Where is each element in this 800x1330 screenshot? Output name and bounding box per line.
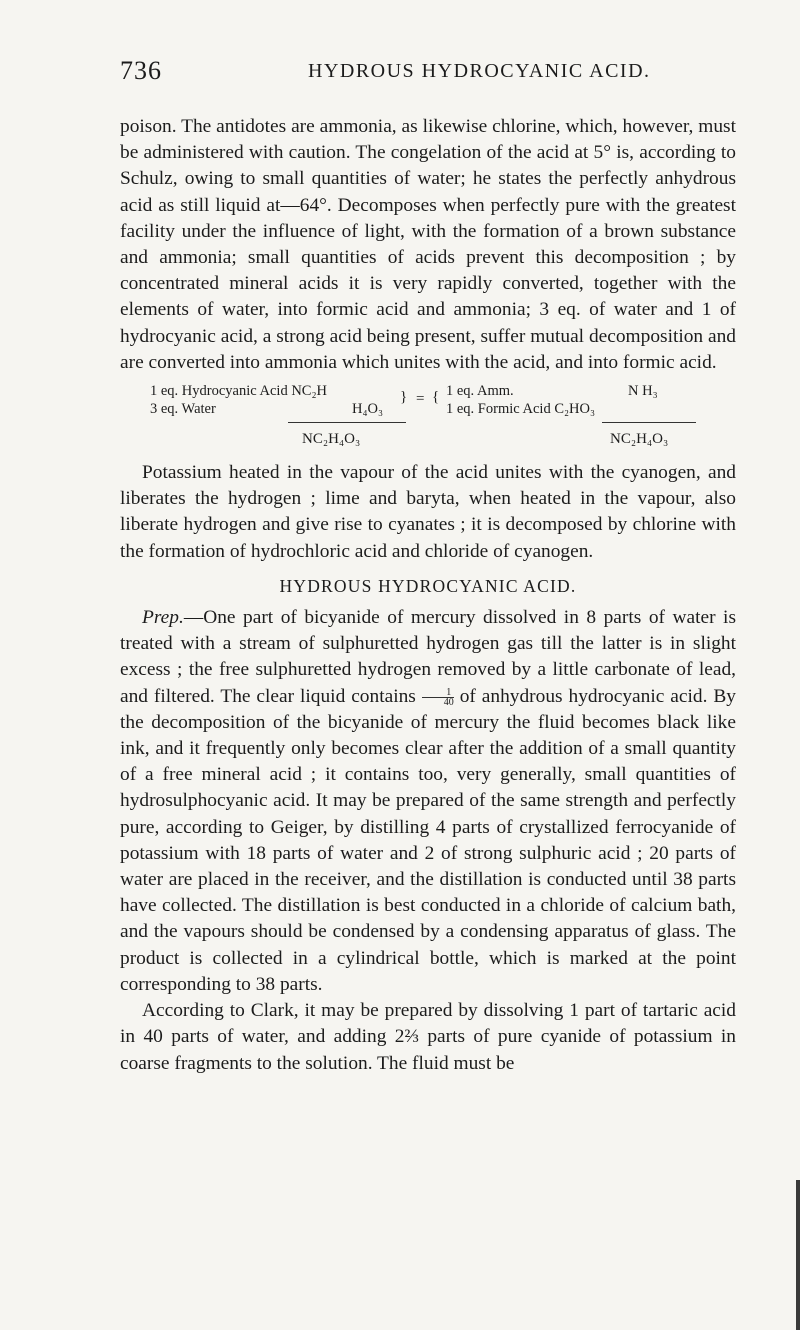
paragraph-clark: According to Clark, it may be prepared by dissolving 1 part of tartaric acid in 40 parts of water, and adding 2⅔ parts of pure cyanide of potassium in coarse fragments to the solution. The fluid must be (120, 1000, 736, 1074)
equation-left-sum: NC₂H₄O₃ (302, 431, 361, 448)
equation-equals: = (416, 391, 425, 408)
equation-left-brace: } (400, 389, 408, 406)
body-text (120, 114, 736, 1077)
page-number: 736 (120, 56, 162, 85)
paragraph-antidotes: poison. The antidotes are ammonia, as likewise chlorine, which, however, must be administered with caution. The congelation of the acid at 5° is, according to Schulz, owing to small quantities of water; he states the perfectly anhydrous acid as still liquid at—64°. Decomposes when perfectly pure with the greatest facility under the influence of light, with the formation of a brown substance and ammonia; small quantities of acids prevent this decomposition ; by concentrated mineral acids it is very rapidly converted, together with the elements of water, into formic acid and ammonia; 3 eq. of water and 1 of hydrocyanic acid, a strong acid being present, suffer mutual decomposition and are converted into ammonia which unites with the acid, and into formic acid. (120, 116, 736, 373)
equation-right-formula-1: N H₃ (628, 383, 658, 400)
equation-right-brace: { (432, 389, 440, 406)
equation-right-row-1: 1 eq. Amm. (446, 383, 514, 400)
paragraph-preparation (120, 605, 736, 998)
equation-right-row-2: 1 eq. Formic Acid C₂HO₃ (446, 401, 596, 418)
preparation-text-b: of anhydrous hydrocyanic acid. By the decomposition of the bicyanide of mercury the fluid becomes black like ink, and it frequently only becomes clear after the addition of a small quantity of a free mineral acid ; it contains too, very generally, small quantities of hydrosulphocyanic acid. It may be prepared of the same strength and perfectly pure, according to Geiger, by distilling 4 parts of crystallized ferrocyanide of potassium with 18 parts of water and 2 of strong sulphuric acid ; 20 parts of water are placed in the receiver, and the distillation is conducted until 38 parts have collected. The distillation is best conducted in a chloride of calcium bath, and the vapours should be condensed by a condensing apparatus of glass. The product is collected in a cylindrical bottle, which is marked at the point corresponding to 38 parts. (120, 685, 736, 995)
reaction-equation (120, 382, 736, 460)
prep-label: Prep. (142, 607, 184, 629)
paragraph-potassium: Potassium heated in the vapour of the acid unites with the cyanogen, and liberates the hydrogen ; lime and baryta, when heated in the vapour, also liberate hydrogen and give rise to cyanates ; it is decomposed by chlorine with the formation of hydrochloric acid and chloride of cyanogen. (120, 462, 736, 562)
fraction-denominator: 40 (443, 696, 454, 708)
fraction-one-fortieth (422, 688, 454, 707)
equation-left-row-2: 3 eq. Water (150, 401, 216, 418)
page-edge-shadow (796, 1180, 800, 1330)
equation-left-formula-2: H₄O₃ (352, 401, 384, 418)
fraction-numerator: 1 (422, 688, 454, 698)
equation-left-row-1: 1 eq. Hydrocyanic Acid NC₂H (150, 383, 328, 400)
equation-left-sum-line (288, 422, 406, 423)
section-title: HYDROUS HYDROCYANIC ACID. (279, 575, 577, 596)
preparation-text-a: —One part of bicyanide of mercury dissolved in 8 parts of water is treated with a stream of sulphuretted hydrogen gas till the latter is in slight excess ; the free sulphuretted hydrogen removed by a little carbonate of lead, and filtered. The clear liquid contains (120, 607, 736, 707)
equation-right-sum-line (602, 422, 696, 423)
page-header (120, 56, 740, 96)
running-head: HYDROUS HYDROCYANIC ACID. (308, 60, 651, 82)
equation-right-sum: NC₂H₄O₃ (610, 431, 669, 448)
